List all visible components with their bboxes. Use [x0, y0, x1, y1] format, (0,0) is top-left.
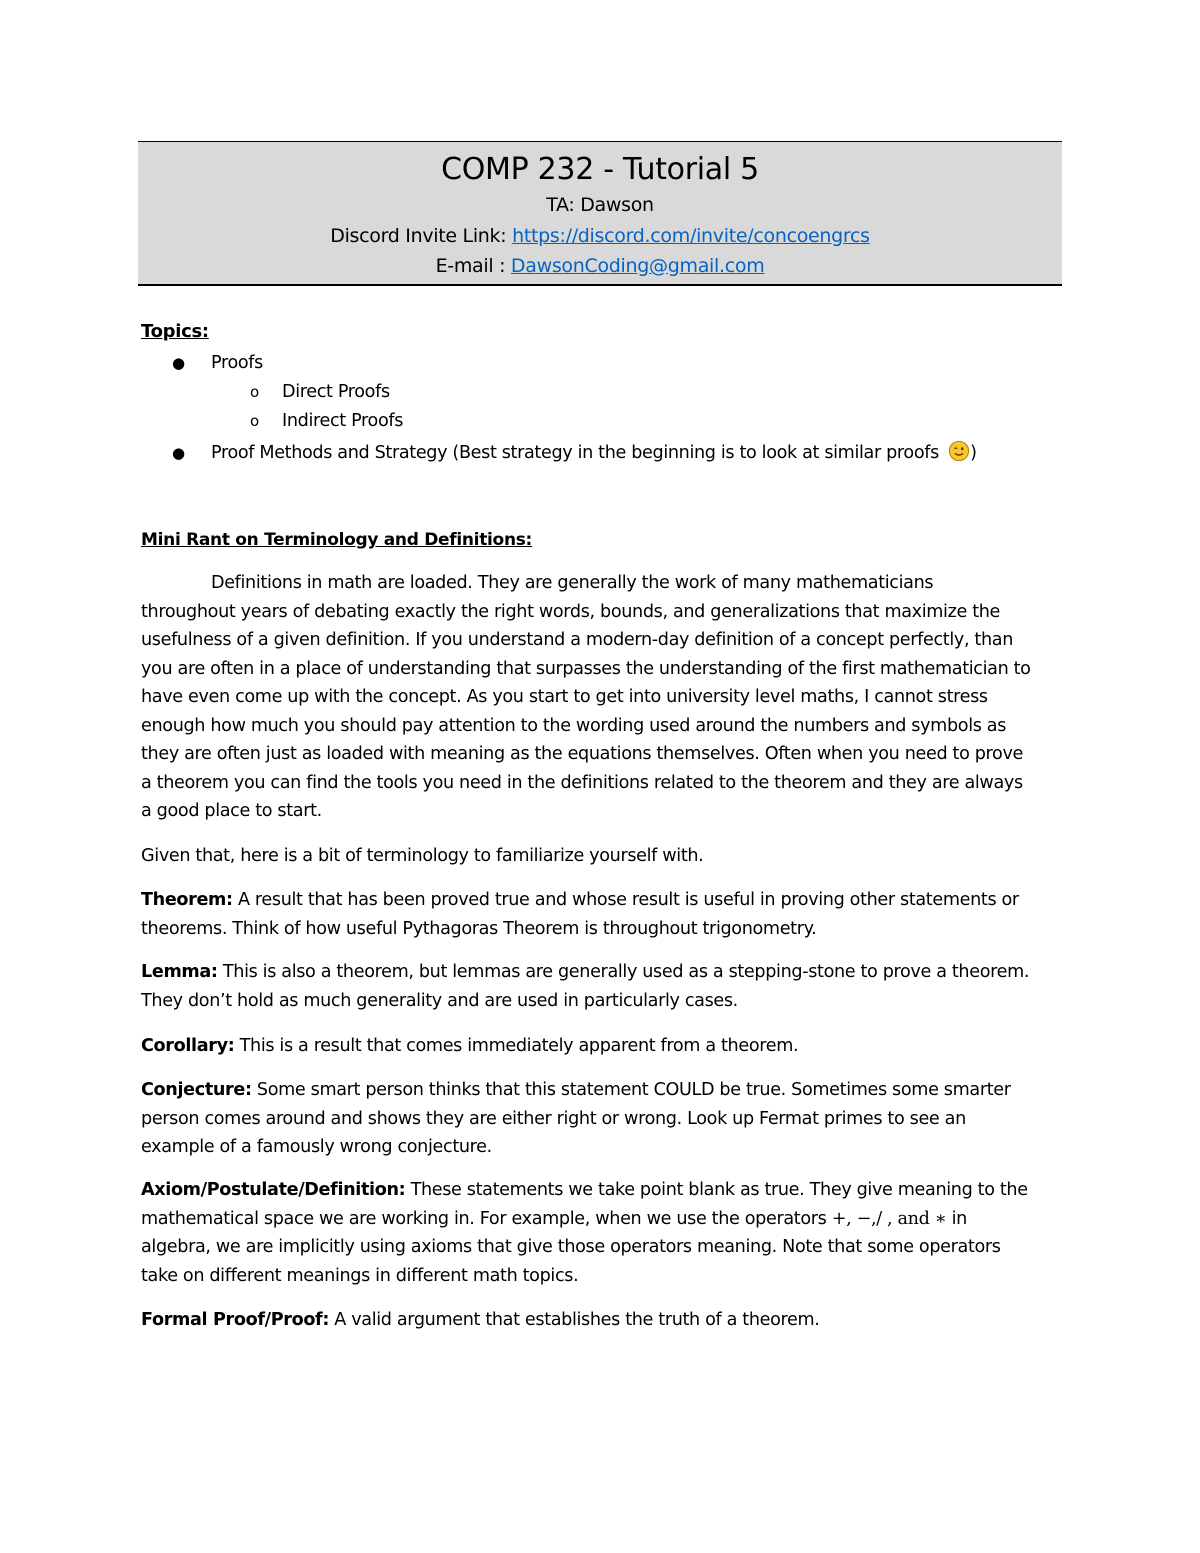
terminology-intro: Given that, here is a bit of terminology to familiarize yourself with.	[141, 846, 704, 866]
term-label: Formal Proof/Proof:	[141, 1310, 330, 1330]
term-text: They don’t hold as much generality and are used in particularly cases.	[141, 990, 738, 1011]
page-title: COMP 232 - Tutorial 5	[441, 152, 759, 187]
operators-math: +, −,/ , and ∗	[831, 1208, 947, 1229]
discord-label: Discord Invite Link:	[330, 225, 513, 247]
paragraph-line: throughout years of debating exactly the right words, bounds, and generalizations that maximize the	[141, 601, 1001, 622]
term-lemma	[141, 958, 1066, 1015]
term-theorem	[141, 886, 1066, 943]
term-conjecture	[141, 1076, 1066, 1162]
term-text: theorems. Think of how useful Pythagoras Theorem is throughout trigonometry.	[141, 918, 817, 939]
term-text: A valid argument that establishes the truth of a theorem.	[329, 1310, 820, 1330]
term-label: Theorem:	[141, 890, 233, 910]
topics-heading	[141, 318, 1066, 347]
paragraph-line: a good place to start.	[141, 801, 322, 821]
rant-heading-text: Mini Rant on Terminology and Definitions:	[141, 530, 533, 550]
term-label: Corollary:	[141, 1036, 235, 1056]
topic-item-suffix: )	[970, 443, 977, 463]
topic-subitem: Direct Proofs	[282, 382, 390, 402]
term-text: in	[946, 1208, 967, 1229]
term-text: mathematical space we are working in. For example, when we use the operators	[141, 1208, 832, 1229]
term-formal-proof	[141, 1306, 1066, 1335]
bullet-icon: ●	[172, 354, 186, 372]
term-text: example of a famously wrong conjecture.	[141, 1137, 492, 1157]
paragraph-line: a theorem you can find the tools you need in the definitions related to the theorem and they are always	[141, 772, 1023, 793]
rant-heading	[141, 526, 1066, 555]
term-text: Some smart person thinks that this statement COULD be true. Sometimes some smarter	[251, 1080, 1011, 1100]
winking-face-icon	[948, 440, 970, 462]
email-link[interactable]: DawsonCoding@gmail.com	[510, 255, 765, 277]
term-text: These statements we take point blank as true. They give meaning to the	[405, 1180, 1028, 1200]
rant-paragraph	[141, 569, 1066, 826]
paragraph-line: you are often in a place of understanding that surpasses the understanding of the first mathematician to	[141, 658, 1031, 679]
term-label: Conjecture:	[141, 1080, 252, 1100]
paragraph-line: Definitions in math are loaded. They are generally the work of many mathematicians	[211, 573, 934, 593]
term-text: This is also a theorem, but lemmas are generally used as a stepping-stone to prove a theorem.	[217, 962, 1030, 982]
header-box	[138, 141, 1062, 286]
term-text: take on different meanings in different math topics.	[141, 1265, 579, 1286]
discord-link[interactable]: https://discord.com/invite/concoengrcs	[512, 225, 870, 247]
topic-item: Proofs	[211, 353, 263, 373]
topic-item-label: Proof Methods and Strategy (Best strategy in the beginning is to look at similar proofs	[211, 443, 945, 463]
email-label: E-mail :	[435, 255, 511, 277]
term-text: algebra, we are implicitly using axioms that give those operators meaning. Note that some operators	[141, 1237, 1001, 1257]
paragraph-line: enough how much you should pay attention to the wording used around the numbers and symbols as	[141, 715, 1007, 736]
term-label: Axiom/Postulate/Definition:	[141, 1180, 406, 1200]
ta-name: TA: Dawson	[546, 194, 654, 216]
term-axiom	[141, 1176, 1066, 1290]
email-line	[138, 255, 1062, 277]
bullet-icon: ●	[172, 444, 186, 462]
term-corollary	[141, 1032, 1066, 1061]
paragraph-line: they are often just as loaded with meaning as the equations themselves. Often when you need to prove	[141, 744, 1023, 764]
sub-bullet-icon: o	[250, 412, 260, 430]
topic-subitem: Indirect Proofs	[282, 411, 404, 431]
term-label: Lemma:	[141, 962, 218, 982]
sub-bullet-icon: o	[250, 383, 260, 401]
discord-line	[138, 225, 1062, 247]
paragraph-line: have even come up with the concept. As you start to get into university level maths, I cannot stress	[141, 687, 988, 707]
term-text: person comes around and shows they are either right or wrong. Look up Fermat primes to see an	[141, 1108, 966, 1129]
topic-item	[211, 439, 977, 467]
paragraph-line: usefulness of a given definition. If you understand a modern-day definition of a concept perfectly, than	[141, 630, 1014, 650]
term-text: This is a result that comes immediately apparent from a theorem.	[234, 1036, 799, 1056]
term-text: A result that has been proved true and whose result is useful in proving other statements or	[232, 890, 1019, 910]
topics-heading-text: Topics:	[141, 321, 209, 342]
